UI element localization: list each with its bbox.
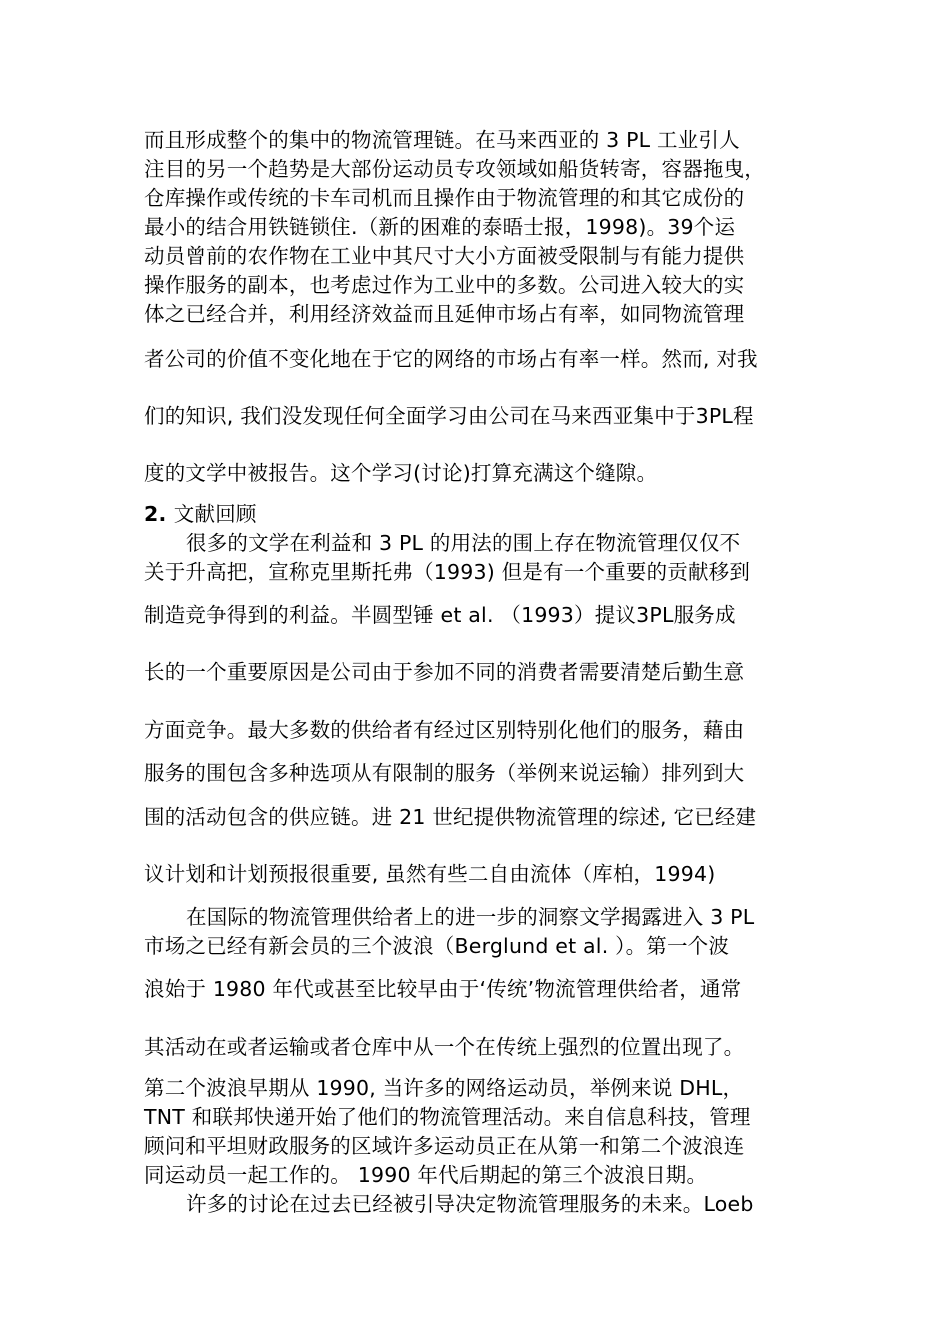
paragraph-line: 操作服务的副本，也考虑过作为工业中的多数。公司进入较大的实 (144, 273, 745, 297)
paragraph-line: 关于升高把，宣称克里斯托弗（1993) 但是有一个重要的贡献移到 (144, 560, 751, 584)
paragraph-line: 同运动员一起工作的。 1990 年代后期起的第三个波浪日期。 (144, 1163, 708, 1187)
section-number: 2. (144, 502, 167, 526)
paragraph-line: 许多的讨论在过去已经被引导决定物流管理服务的未来。Loeb (186, 1192, 754, 1216)
paragraph-line: 议计划和计划预报很重要, 虽然有些二自由流体（库柏，1994) (144, 862, 716, 886)
section-title: 文献回顾 (173, 502, 257, 526)
paragraph-line: 浪始于 1980 年代或甚至比较早由于‘传统’物流管理供给者，通常 (144, 977, 742, 1001)
paragraph-line: 体之已经合并，利用经济效益而且延伸市场占有率，如同物流管理 (144, 302, 745, 326)
paragraph-line: 制造竞争得到的利益。半圆型锤 et al. （1993）提议3PL服务成 (144, 603, 736, 627)
paragraph-line: 围的活动包含的供应链。进 21 世纪提供物流管理的综述, 它已经建 (144, 805, 757, 829)
paragraph-line: 而且形成整个的集中的物流管理链。在马来西亚的 3 PL 工业引人 (144, 128, 740, 152)
section-heading (144, 500, 257, 528)
paragraph-line: 顾问和平坦财政服务的区域许多运动员正在从第一和第二个波浪连 (144, 1134, 745, 1158)
paragraph-line: 注目的另一个趋势是大部份运动员专攻领域如船货转寄，容器拖曳， (144, 157, 765, 181)
paragraph-line: 方面竞争。最大多数的供给者有经过区别特别化他们的服务，藉由 (144, 718, 745, 742)
paragraph-line: 长的一个重要原因是公司由于参加不同的消费者需要清楚后勤生意 (144, 660, 745, 684)
paragraph-line: 们的知识, 我们没发现任何全面学习由公司在马来西亚集中于3PL程 (144, 404, 754, 428)
paragraph-line: 动员曾前的农作物在工业中其尺寸大小方面被受限制与有能力提供 (144, 244, 745, 268)
paragraph-line: 很多的文学在利益和 3 PL 的用法的围上存在物流管理仅仅不 (186, 531, 741, 555)
paragraph-line: 市场之已经有新会员的三个波浪（Berglund et al. ）。第一个波 (144, 934, 730, 958)
paragraph-line: 者公司的价值不变化地在于它的网络的市场占有率一样。然而, 对我 (144, 347, 758, 371)
paragraph-line: 服务的围包含多种选项从有限制的服务（举例来说运输）排列到大 (144, 761, 745, 785)
paragraph-line: 其活动在或者运输或者仓库中从一个在传统上强烈的位置出现了。 (144, 1035, 745, 1059)
paragraph-line: 在国际的物流管理供给者上的进一步的洞察文学揭露进入 3 PL (186, 905, 755, 929)
paragraph-line: TNT 和联邦快递开始了他们的物流管理活动。来自信息科技，管理 (144, 1105, 751, 1129)
paragraph-line: 第二个波浪早期从 1990, 当许多的网络运动员，举例来说 DHL， (144, 1076, 744, 1100)
paragraph-line: 最小的结合用铁链锁住.（新的困难的泰晤士报，1998)。39个运 (144, 215, 736, 239)
paragraph-line: 仓库操作或传统的卡车司机而且操作由于物流管理的和其它成份的 (144, 186, 745, 210)
paragraph-line: 度的文学中被报告。这个学习(讨论)打算充满这个缝隙。 (144, 461, 658, 485)
